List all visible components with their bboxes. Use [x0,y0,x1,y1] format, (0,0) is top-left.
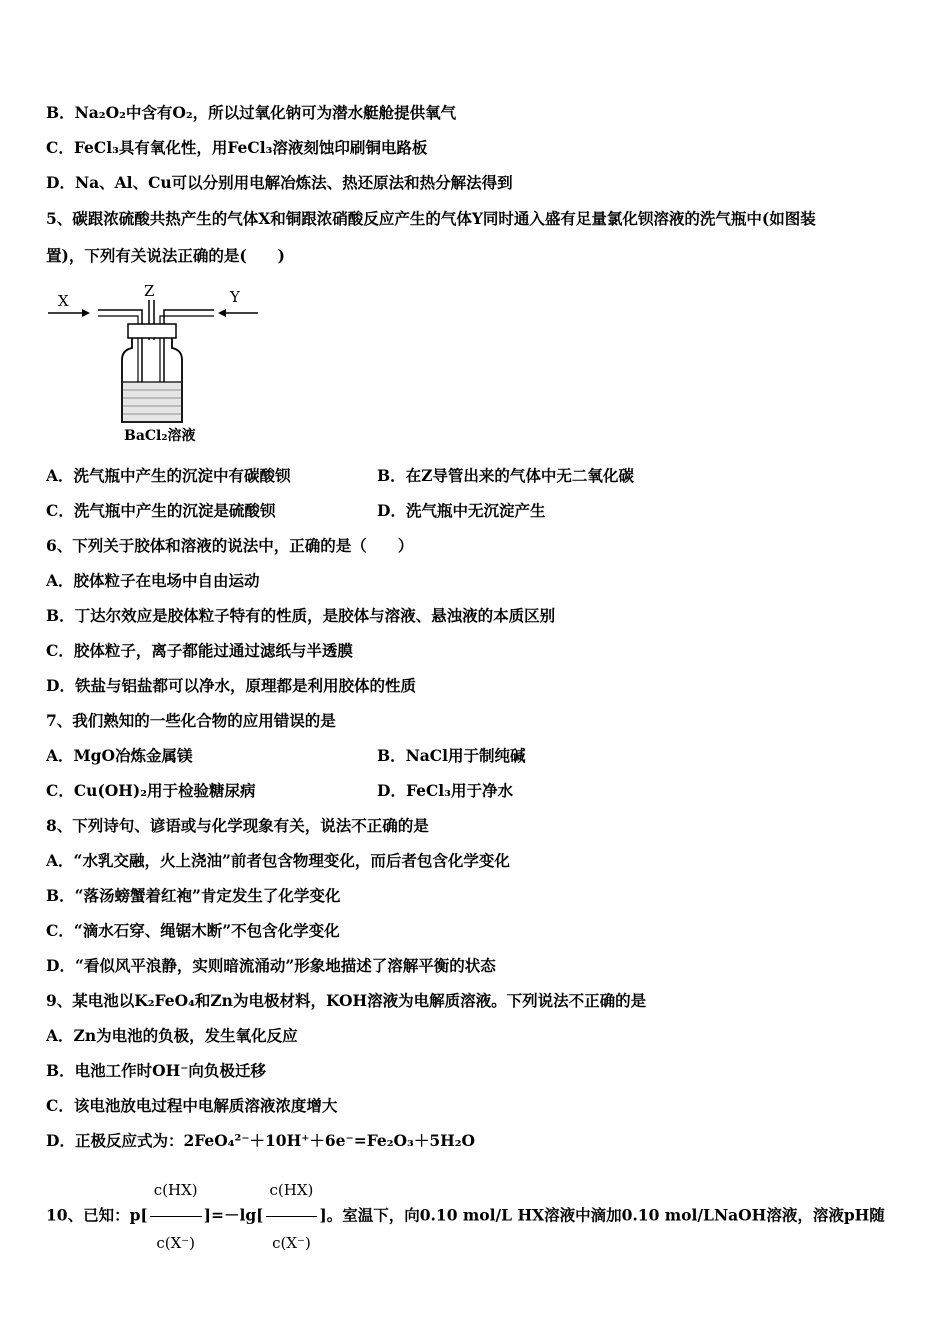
arrow-y-head [218,309,226,317]
q4-option-c: C．FeCl₃具有氧化性，用FeCl₃溶液刻蚀印刷铜电路板 [46,138,428,157]
q7-option-d: D．FeCl₃用于净水 [377,781,513,800]
q10-fraction-2 [266,1166,318,1267]
q8-option-b: B．“落汤螃蟹着红袍”肯定发生了化学变化 [46,886,341,905]
label-x: X [58,292,69,310]
q10-fraction-1 [150,1166,202,1267]
q6-stem: 6、下列关于胶体和溶液的说法中，正确的是（ ） [46,536,414,555]
figure-caption: BaCl₂溶液 [124,428,196,444]
q6-option-c: C．胶体粒子，离子都能过通过滤纸与半透膜 [46,641,353,660]
q9-option-c: C．该电池放电过程中电解质溶液浓度增大 [46,1096,338,1115]
q5-stem-line2: 置)，下列有关说法正确的是( ) [46,246,286,265]
q9-stem: 9、某电池以K₂FeO₄和Zn为电极材料，KOH溶液为电解质溶液。下列说法不正确的是 [46,991,647,1010]
q8-option-a: A．“水乳交融，火上浇油”前者包含物理变化，而后者包含化学变化 [46,851,510,870]
q5-option-a: A．洗气瓶中产生的沉淀中有碳酸钡 [46,466,291,485]
label-z: Z [144,282,155,300]
stopper [128,324,176,338]
q5-stem-line1: 5、碳跟浓硫酸共热产生的气体X和铜跟浓硝酸反应产生的气体Y同时通入盛有足量氯化钡溶液的洗气瓶中(如图装 [46,209,816,228]
q6-option-b: B．丁达尔效应是胶体粒子特有的性质，是胶体与溶液、悬浊液的本质区别 [46,606,556,625]
q5-option-d: D．洗气瓶中无沉淀产生 [377,501,546,520]
q5-option-b: B．在Z导管出来的气体中无二氧化碳 [377,466,634,485]
q10-frac2-denominator: c(X⁻) [266,1216,318,1267]
q8-option-d: D．“看似风平浪静，实则暗流涌动”形象地描述了溶解平衡的状态 [46,956,496,975]
q7-option-b: B．NaCl用于制纯碱 [377,746,526,765]
q7-option-a: A．MgO冶炼金属镁 [46,746,193,765]
label-y: Y [230,288,240,306]
q9-option-b: B．电池工作时OH⁻向负极迁移 [46,1061,266,1080]
q10-stem [46,1166,885,1267]
q9-option-d: D．正极反应式为：2FeO₄²⁻＋10H⁺＋6e⁻=Fe₂O₃＋5H₂O [46,1131,476,1150]
q10-mid: ]=－lg[ [203,1205,264,1225]
q8-option-c: C．“滴水石穿、绳锯木断”不包含化学变化 [46,921,340,940]
bacl2-solution [123,382,181,421]
q4-option-b: B．Na₂O₂中含有O₂，所以过氧化钠可为潜水艇舱提供氧气 [46,103,457,122]
q10-frac1-numerator: c(HX) [153,1181,198,1199]
q7-option-c: C．Cu(OH)₂用于检验糖尿病 [46,781,256,800]
q7-stem: 7、我们熟知的一些化合物的应用错误的是 [46,711,336,730]
q8-stem: 8、下列诗句、谚语或与化学现象有关，说法不正确的是 [46,816,429,835]
q4-option-d: D．Na、Al、Cu可以分别用电解冶炼法、热还原法和热分解法得到 [46,173,513,192]
q10-frac2-numerator: c(HX) [269,1181,314,1199]
q10-suffix: ]。室温下，向0.10 mol/L HX溶液中滴加0.10 mol/LNaOH溶液，溶液pH随 [319,1205,885,1225]
arrow-x-head [82,309,90,317]
q10-prefix: 10、已知：p[ [46,1205,148,1225]
q6-option-d: D．铁盐与铝盐都可以净水，原理都是利用胶体的性质 [46,676,416,695]
q9-option-a: A．Zn为电池的负极，发生氧化反应 [46,1026,298,1045]
q10-frac1-denominator: c(X⁻) [150,1216,202,1267]
gas-washing-bottle-diagram [44,282,274,452]
q5-option-c: C．洗气瓶中产生的沉淀是硫酸钡 [46,501,276,520]
q6-option-a: A．胶体粒子在电场中自由运动 [46,571,260,590]
